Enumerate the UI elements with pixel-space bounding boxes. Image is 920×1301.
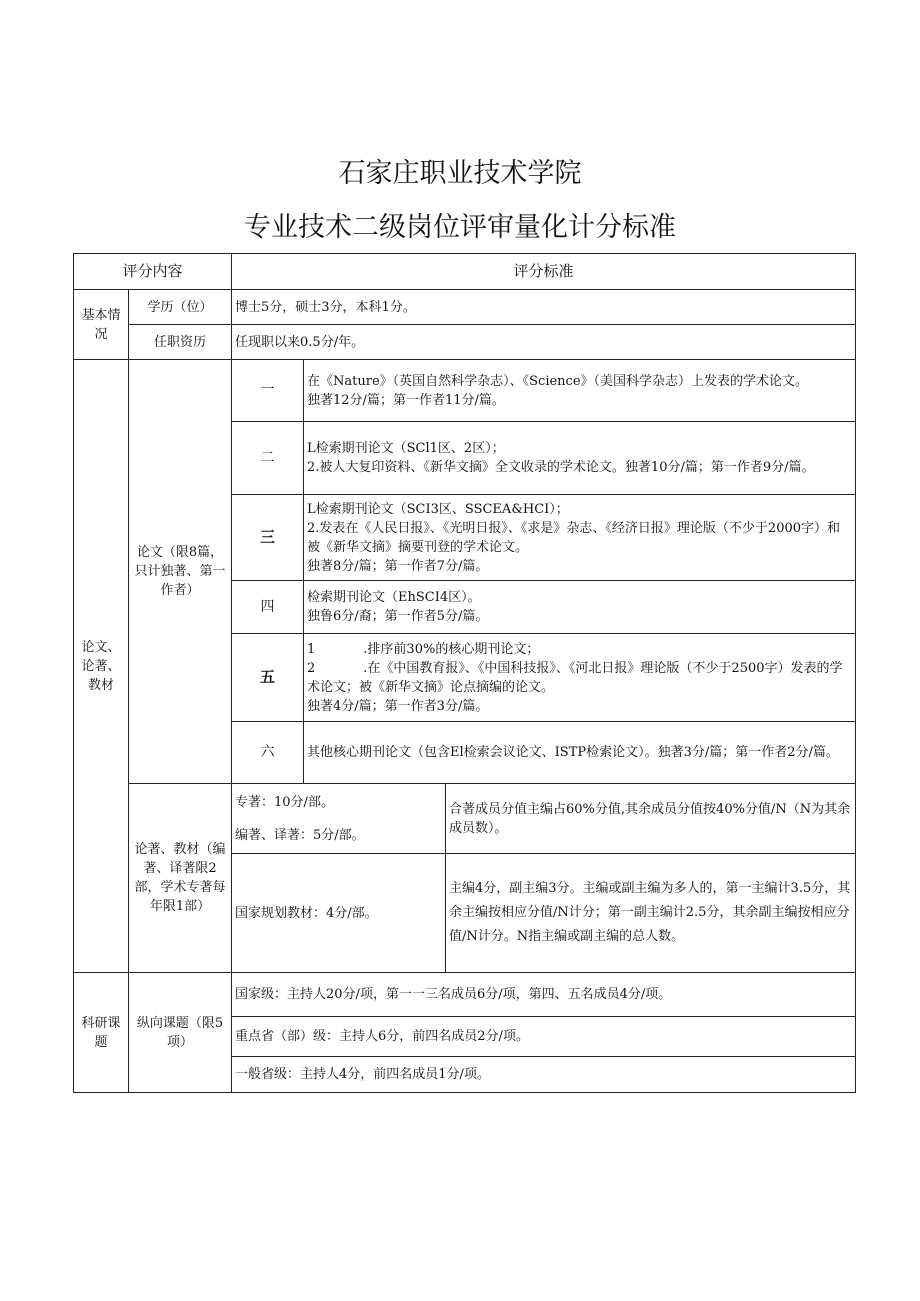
coauthor-rule: 合著成员分值主编占60%分值,其余成员分值按40%分值/N（N为其余成员数）。	[446, 784, 856, 854]
level-1: 一	[232, 360, 304, 422]
compiled-score: 编著、译著：5分/部。	[235, 827, 365, 843]
level-1-line: 独著12分/篇；第一作者11分/篇。	[307, 392, 505, 408]
level-6: 六	[232, 722, 304, 784]
standard-level-4	[304, 581, 856, 634]
level-2-line: L检索期刊论文（SCl1区、2区）；	[307, 441, 505, 456]
level-4-line: 独鲁6分/裔；第一作者5分/篇。	[307, 609, 489, 624]
standard-tenure: 任现职以来0.5分/年。	[232, 325, 856, 360]
textbook-score: 国家规划教材：4分/部。	[232, 854, 446, 973]
category-papers-books: 论文、论著、教材	[74, 360, 129, 973]
editor-rule: 主编4分，副主编3分。主编或副主编为多人的，第一主编计3.5分，其余主编按相应分值/N计分；第一副主编计2.5分，其余副主编按相应分值/N计分。N指主编或副主编的总人数。	[446, 854, 856, 973]
table-header-row	[74, 254, 856, 290]
header-content: 评分内容	[74, 254, 232, 290]
level-3-line: 独著8分/篇；第一作者7分/篇。	[307, 558, 489, 574]
level-3-line: L检索期刊论文（SCI3区、SSCEA&HCI）；	[307, 501, 569, 517]
header-standard: 评分标准	[232, 254, 856, 290]
standard-level-5	[304, 634, 856, 722]
standard-level-2	[304, 422, 856, 495]
level-5-line: 2 .在《中国教育报》、《中国科技报》、《河北日报》理论版（不少于2500字）发表的学术论文；被《新华文摘》论点摘编的论文。	[307, 660, 843, 695]
level-5-line: 独著4分/篇；第一作者3分/篇。	[307, 698, 489, 714]
page-title-institution: 石家庄职业技术学院	[338, 158, 582, 189]
scoring-table	[73, 253, 856, 1093]
level-4: 四	[232, 581, 304, 634]
table-row	[74, 325, 856, 360]
books-monograph-compiled	[232, 784, 446, 854]
table-row	[74, 290, 856, 325]
item-number: 2	[307, 660, 316, 676]
level-5-line: 1 .排序前30%的核心期刊论文；	[307, 641, 540, 657]
papers-label: 论文（限8篇，只计独著、第一作者）	[129, 360, 232, 784]
category-research: 科研课题	[74, 973, 129, 1093]
level-2-line: 2.被人大复印资料、《新华文摘》全文收录的学术论文。独著10分/篇；第一作者9分/篇。	[307, 460, 815, 475]
standard-education: 博士5分，硕士3分，本科1分。	[232, 290, 856, 325]
page-title-standard: 专业技术二级岗位评审量化计分标准	[244, 212, 676, 243]
standard-level-1	[304, 360, 856, 422]
level-3: 三	[232, 495, 304, 581]
table-row	[74, 360, 856, 422]
category-basic: 基本情况	[74, 290, 129, 360]
level-3-line: 2.发表在《人民日报》、《光明日报》、《求是》杂志、《经济日报》理论版（不少于2000字）和被《新华文摘》摘要刊登的学术论文。	[307, 520, 841, 555]
monograph-score: 专著：10分/部。	[235, 794, 334, 810]
level-2: 二	[232, 422, 304, 495]
table-row	[74, 784, 856, 854]
item-education: 学历（位）	[129, 290, 232, 325]
research-general-provincial: 一般省级：主持人4分，前四名成员1分/项。	[232, 1057, 856, 1093]
table-row	[74, 973, 856, 1017]
item-number: 1	[307, 641, 316, 657]
level-5: 五	[232, 634, 304, 722]
standard-level-6: 其他核心期刊论文（包含El检索会议论文、ISTP检索论文）。独著3分/篇；第一作者2分/篇。	[304, 722, 856, 784]
standard-level-3	[304, 495, 856, 581]
item-tenure: 任职资历	[129, 325, 232, 360]
research-national: 国家级：主持人20分/项，第一一三名成员6分/项，第四、五名成员4分/项。	[232, 973, 856, 1017]
level-1-line: 在《Nature》（英国自然科学杂志）、《Science》（美国科学杂志）上发表的学术论文。	[307, 373, 809, 389]
level-4-line: 检索期刊论文（EhSCI4区）。	[307, 590, 481, 605]
research-key-provincial: 重点省（部）级：主持人6分，前四名成员2分/项。	[232, 1017, 856, 1057]
books-label: 论著、教材（编著、译著限2部，学术专著每年限1部）	[129, 784, 232, 973]
research-item: 纵向课题（限5项）	[129, 973, 232, 1093]
